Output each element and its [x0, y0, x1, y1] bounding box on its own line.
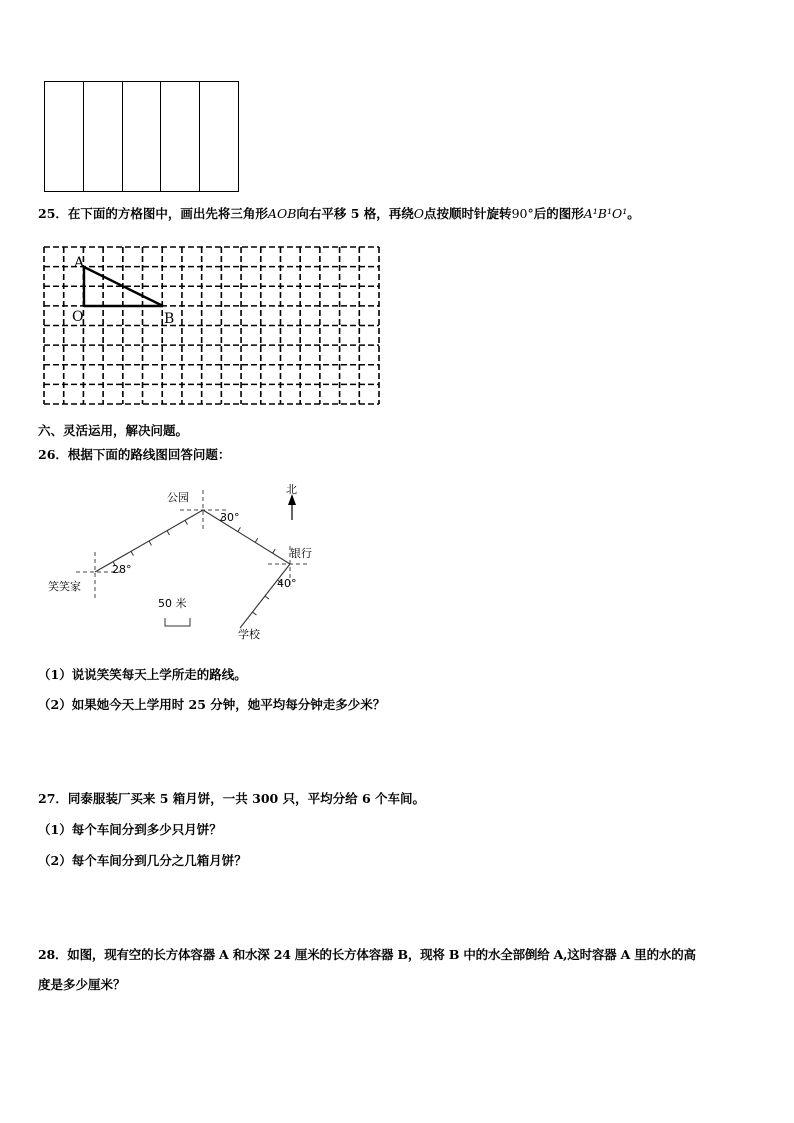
question-26-sub2: （2）如果她今天上学用时 25 分钟，她平均每分钟走多少米？	[38, 697, 386, 712]
question-28-line2: 度是多少厘米？	[38, 977, 126, 992]
question-27-sub2: （2）每个车间分到几分之几箱月饼？	[38, 853, 247, 868]
q25-part2: 向右平移 5 格，再绕	[296, 206, 414, 221]
route-tick	[167, 531, 169, 535]
bank-label: 银行	[290, 547, 312, 560]
angle-label-bank: 40°	[277, 577, 297, 590]
dashed-grid	[44, 247, 379, 404]
question-27-sub1: （1）每个车间分到多少只月饼？	[38, 822, 222, 837]
question-26-stem: 26．根据下面的路线图回答问题：	[38, 447, 231, 462]
question-27-stem: 27．同泰服装厂买来 5 箱月饼，一共 300 只，平均分给 6 个车间。	[38, 791, 425, 806]
figure-column	[161, 82, 200, 191]
route-tick	[131, 551, 133, 555]
figure-column	[45, 82, 84, 191]
q25-triangle-name: AOB	[267, 206, 297, 221]
q25-grid-figure	[40, 243, 385, 408]
route-tick	[253, 612, 257, 615]
route-tick	[255, 538, 258, 542]
q25-center-name: O	[413, 206, 425, 221]
route-tick	[238, 527, 241, 531]
q25-part4: 后的图形	[533, 206, 584, 221]
angle-label-park: 30°	[220, 511, 240, 524]
q25-part3: 点按顺时针旋转	[424, 206, 512, 221]
question-26-sub1: （1）说说笑笑每天上学所走的路线。	[38, 667, 247, 682]
route-segment-ticks	[113, 517, 281, 616]
q25-angle: 90°	[511, 206, 534, 221]
home-label: 笑笑家	[48, 580, 81, 593]
q25-number: 25．	[38, 206, 68, 221]
vertex-label-b: B	[164, 311, 175, 327]
figure-column	[123, 82, 162, 191]
five-column-figure	[44, 81, 239, 192]
route-tick	[149, 541, 151, 545]
scale-label: 50 米	[158, 597, 187, 610]
route-park-to-bank	[203, 510, 290, 564]
figure-column	[200, 82, 238, 191]
triangle-aob	[84, 267, 163, 306]
route-tick	[273, 549, 276, 553]
vertex-label-o: O	[72, 309, 84, 325]
route-tick	[265, 596, 269, 599]
route-map	[40, 480, 360, 645]
question-25-text	[38, 206, 640, 222]
q25-image-name: A¹B¹O¹	[583, 206, 628, 221]
q25-end: 。	[627, 206, 640, 221]
q25-part1: 在下面的方格图中，画出先将三角形	[67, 206, 268, 221]
angle-label-home: 28°	[112, 563, 132, 576]
scale-bar	[165, 618, 190, 626]
north-label: 北	[286, 483, 297, 496]
route-tick	[185, 520, 187, 524]
park-label: 公园	[167, 491, 189, 504]
question-28-line1: 28．如图，现有空的长方体容器 A 和水深 24 厘米的长方体容器 B，现将 B 中的水全部倒给 A,这时容器 A 里的水的高	[38, 947, 696, 962]
section-six-title: 六、灵活运用，解决问题。	[38, 423, 189, 438]
school-label: 学校	[238, 628, 260, 641]
figure-column	[84, 82, 123, 191]
vertex-label-a: A	[74, 255, 85, 271]
